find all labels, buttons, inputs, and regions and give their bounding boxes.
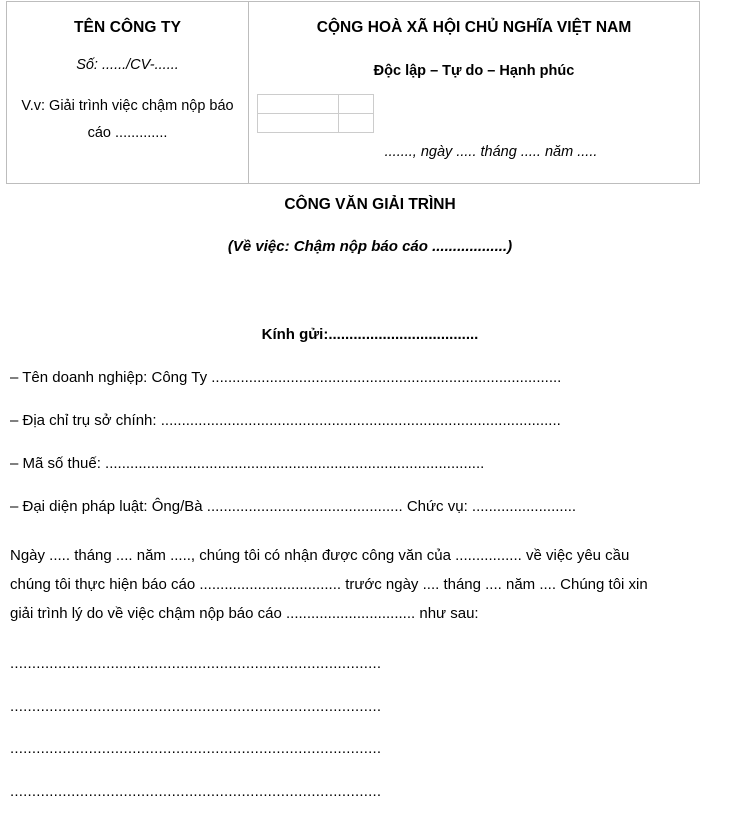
mini-grid-table [257,94,374,133]
document-number: Số: ....../CV-...... [76,57,179,73]
blank-fill-line: ..................................................................................... [10,698,382,715]
body-paragraph-line: Ngày ..... tháng .... năm ....., chúng tôi có nhận được công văn của ................ về việc yêu cầu [10,547,630,564]
blank-fill-line: ..................................................................................... [10,655,382,672]
header-table [6,1,700,184]
date-line: ......., ngày ..... tháng ..... năm ..... [384,144,598,160]
document-subtitle: (Về việc: Chậm nộp báo cáo ..................) [227,238,513,255]
body-paragraph-line: giải trình lý do về việc chậm nộp báo cáo ............................... như sau: [10,605,479,622]
blank-fill-line: ..................................................................................... [10,740,382,757]
national-motto: Độc lập – Tự do – Hạnh phúc [373,63,575,79]
recipient-line: Kính gửi:.................................... [261,326,479,343]
field-company-name: – Tên doanh nghiệp: Công Ty .................................................................................... [10,369,562,386]
mini-grid-cell [258,95,339,114]
national-title: CỘNG HOÀ XÃ HỘI CHỦ NGHĨA VIỆT NAM [316,19,632,36]
document-title: CÔNG VĂN GIẢI TRÌNH [284,196,456,213]
mini-grid-cell [258,114,339,133]
mini-grid-cell [339,114,374,133]
body-paragraph-line: chúng tôi thực hiện báo cáo .................................. trước ngày .... tháng .... năm .... Chúng tôi xin [10,576,648,593]
mini-grid-row [258,114,374,133]
field-tax-code: – Mã số thuế: ........................................................................................... [10,455,485,472]
header-cell-national [249,2,699,183]
header-cell-company [7,2,249,183]
field-legal-representative: – Đại diện pháp luật: Ông/Bà ............................................... Chức vụ: ......................... [10,498,577,515]
document-subject: V.v: Giải trình việc chậm nộp báo cáo ............. [21,98,234,141]
company-name: TÊN CÔNG TY [73,19,182,36]
mini-grid-row [258,95,374,114]
blank-fill-line: ..................................................................................... [10,783,382,800]
field-head-office-address: – Địa chỉ trụ sở chính: ................................................................................................ [10,412,561,429]
mini-grid-cell [339,95,374,114]
body-paragraph [10,541,720,628]
